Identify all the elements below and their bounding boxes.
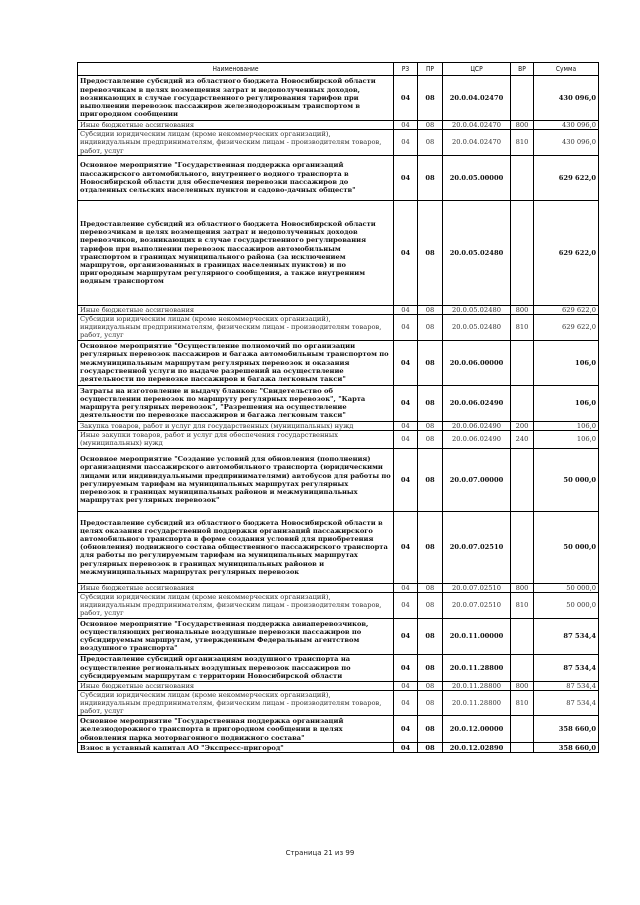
cell-vr (511, 716, 534, 743)
cell-csr: 20.0.05.00000 (443, 155, 511, 200)
cell-pr: 08 (418, 76, 443, 121)
table-row (78, 200, 599, 305)
cell-sum: 106,0 (534, 430, 599, 448)
table-row (78, 716, 599, 743)
table-row (78, 315, 599, 341)
cell-csr: 20.0.07.02510 (443, 583, 511, 592)
cell-pr: 08 (418, 430, 443, 448)
header-name: Наименование (78, 63, 394, 76)
table-row (78, 130, 599, 156)
cell-pr: 08 (418, 305, 443, 314)
cell-sum: 87 534,4 (534, 654, 599, 681)
cell-pr: 08 (418, 155, 443, 200)
cell-pr: 08 (418, 385, 443, 421)
table-row (78, 654, 599, 681)
cell-csr: 20.0.04.02470 (443, 76, 511, 121)
cell-rz: 04 (394, 121, 418, 130)
table-row (78, 121, 599, 130)
cell-sum: 50 000,0 (534, 511, 599, 583)
cell-vr (511, 200, 534, 305)
cell-pr: 08 (418, 130, 443, 156)
cell-sum: 87 534,4 (534, 681, 599, 690)
cell-vr (511, 618, 534, 654)
cell-pr: 08 (418, 654, 443, 681)
cell-name: Взнос в уставный капитал АО "Экспресс-пригород" (78, 743, 394, 753)
cell-csr: 20.0.12.00000 (443, 716, 511, 743)
cell-sum: 358 660,0 (534, 743, 599, 753)
cell-vr (511, 385, 534, 421)
cell-name: Субсидии юридическим лицам (кроме некоммерческих организаций), индивидуальным предпринимателям, физическим лицам - производителям товаров, работ, услуг (78, 130, 394, 156)
cell-rz: 04 (394, 583, 418, 592)
cell-pr: 08 (418, 121, 443, 130)
cell-csr: 20.0.04.02470 (443, 130, 511, 156)
cell-name: Предоставление субсидий из областного бюджета Новосибирской области в целях оказания государственной поддержки организаций пассажирского автомобильного транспорта в форме создания условий для приобретения (обновления) подвижного состава общественного пассажирского транспорта для работы по регулируемым тарифам на муниципальных маршрутах регулярных перевозок в границах муниципальных районов и межмуниципальных маршрутах регулярных перевозок (78, 511, 394, 583)
cell-name: Предоставление субсидий из областного бюджета Новосибирской области перевозчикам в целях возмещения затрат и недополученных доходов, возникающих в случае государственного регулирования тарифов при выполнении перевозок пассажиров железнодорожным транспортом в пригородном сообщении (78, 76, 394, 121)
cell-name: Затраты на изготовление и выдачу бланков: "Свидетельство об осуществлении перевозок по маршруту регулярных перевозок", "Карта маршрута регулярных перевозок", "Разрешения на осуществление деятельности по перевозке пассажиров и багажа легковым такси" (78, 385, 394, 421)
cell-vr: 800 (511, 681, 534, 690)
header-pr: ПР (418, 63, 443, 76)
cell-name: Иные бюджетные ассигнования (78, 583, 394, 592)
cell-sum: 430 096,0 (534, 76, 599, 121)
cell-name: Субсидии юридическим лицам (кроме некоммерческих организаций), индивидуальным предпринимателям, физическим лицам - производителям товаров, работ, услуг (78, 315, 394, 341)
cell-vr (511, 654, 534, 681)
cell-name: Основное мероприятие "Осуществление полномочий по организации регулярных перевозок пассажиров и багажа автомобильным транспортом по межмуниципальным маршрутам регулярных перевозок и оказания государственной услуги по выдаче разрешений на осуществление деятельности по перевозке пассажиров и багажа легковым такси" (78, 340, 394, 385)
cell-csr: 20.0.11.28800 (443, 654, 511, 681)
cell-sum: 87 534,4 (534, 618, 599, 654)
table-row (78, 511, 599, 583)
cell-pr: 08 (418, 716, 443, 743)
cell-sum: 106,0 (534, 340, 599, 385)
table-row (78, 155, 599, 200)
table-row (78, 618, 599, 654)
table-row (78, 305, 599, 314)
cell-rz: 04 (394, 76, 418, 121)
cell-pr: 08 (418, 448, 443, 511)
table-row (78, 340, 599, 385)
cell-name: Иные бюджетные ассигнования (78, 681, 394, 690)
cell-vr (511, 743, 534, 753)
cell-csr: 20.0.11.00000 (443, 618, 511, 654)
cell-rz: 04 (394, 448, 418, 511)
cell-rz: 04 (394, 654, 418, 681)
cell-csr: 20.0.07.02510 (443, 511, 511, 583)
cell-sum: 430 096,0 (534, 130, 599, 156)
table-row (78, 430, 599, 448)
cell-rz: 04 (394, 200, 418, 305)
cell-csr: 20.0.04.02470 (443, 121, 511, 130)
cell-name: Основное мероприятие "Государственная поддержка организаций пассажирского автомобильного, внутреннего водного транспорта в Новосибирской области для обеспечения перевозки пассажиров до отдаленных сельских населенных пунктов и садово-дачных обществ" (78, 155, 394, 200)
cell-vr (511, 511, 534, 583)
cell-pr: 08 (418, 681, 443, 690)
cell-rz: 04 (394, 305, 418, 314)
cell-name: Основное мероприятие "Создание условий для обновления (пополнения) организациями пассажирского автомобильного транспорта (юридическими лицами или индивидуальными предпринимателями) автобусов для работы по регулируемым тарифам на муниципальных маршрутах регулярных перевозок в границах муниципальных районов и межмуниципальных маршрутах регулярных перевозок" (78, 448, 394, 511)
cell-name: Иные закупки товаров, работ и услуг для обеспечения государственных (муниципальных) нужд (78, 430, 394, 448)
table-row (78, 385, 599, 421)
cell-csr: 20.0.11.28800 (443, 690, 511, 716)
cell-vr: 800 (511, 583, 534, 592)
cell-name: Субсидии юридическим лицам (кроме некоммерческих организаций), индивидуальным предпринимателям, физическим лицам - производителям товаров, работ, услуг (78, 593, 394, 619)
cell-rz: 04 (394, 315, 418, 341)
cell-vr (511, 76, 534, 121)
cell-sum: 358 660,0 (534, 716, 599, 743)
cell-vr: 810 (511, 690, 534, 716)
table-row (78, 593, 599, 619)
cell-rz: 04 (394, 385, 418, 421)
cell-sum: 106,0 (534, 385, 599, 421)
cell-csr: 20.0.07.00000 (443, 448, 511, 511)
table-row (78, 76, 599, 121)
cell-rz: 04 (394, 690, 418, 716)
cell-vr: 800 (511, 305, 534, 314)
cell-sum: 50 000,0 (534, 593, 599, 619)
cell-sum: 629 622,0 (534, 305, 599, 314)
cell-vr: 810 (511, 130, 534, 156)
cell-vr (511, 155, 534, 200)
cell-sum: 629 622,0 (534, 155, 599, 200)
table-row (78, 743, 599, 753)
cell-csr: 20.0.05.02480 (443, 200, 511, 305)
table-row (78, 448, 599, 511)
table-header-row (78, 63, 599, 76)
cell-pr: 08 (418, 200, 443, 305)
cell-rz: 04 (394, 511, 418, 583)
cell-rz: 04 (394, 618, 418, 654)
cell-name: Иные бюджетные ассигнования (78, 121, 394, 130)
cell-vr: 200 (511, 421, 534, 430)
cell-pr: 08 (418, 511, 443, 583)
cell-csr: 20.0.06.02490 (443, 385, 511, 421)
cell-rz: 04 (394, 340, 418, 385)
table-row (78, 421, 599, 430)
table-row (78, 583, 599, 592)
cell-pr: 08 (418, 583, 443, 592)
cell-sum: 87 534,4 (534, 690, 599, 716)
cell-sum: 50 000,0 (534, 583, 599, 592)
cell-name: Закупка товаров, работ и услуг для государственных (муниципальных) нужд (78, 421, 394, 430)
budget-table (77, 62, 599, 753)
cell-csr: 20.0.06.02490 (443, 430, 511, 448)
cell-rz: 04 (394, 130, 418, 156)
cell-pr: 08 (418, 690, 443, 716)
cell-rz: 04 (394, 430, 418, 448)
cell-rz: 04 (394, 421, 418, 430)
cell-vr: 810 (511, 315, 534, 341)
table-row (78, 681, 599, 690)
cell-pr: 08 (418, 593, 443, 619)
cell-sum: 430 096,0 (534, 121, 599, 130)
header-rz: РЗ (394, 63, 418, 76)
cell-vr: 810 (511, 593, 534, 619)
cell-vr (511, 340, 534, 385)
cell-rz: 04 (394, 155, 418, 200)
cell-pr: 08 (418, 340, 443, 385)
cell-pr: 08 (418, 315, 443, 341)
cell-name: Предоставление субсидий из областного бюджета Новосибирской области перевозчикам в целях возмещения затрат и недополученных доходов перевозчиков, возникающих в случае государственного регулирования тарифов при выполнении перевозок пассажиров автомобильным транспортом в границах муниципального района (за исключением маршрутов, организованных в границах населенных пунктов) и по пригородным маршрутам регулярного сообщения, а также внутренним водным транспортом (78, 200, 394, 305)
header-vr: ВР (511, 63, 534, 76)
cell-csr: 20.0.06.02490 (443, 421, 511, 430)
cell-vr: 240 (511, 430, 534, 448)
header-csr: ЦСР (443, 63, 511, 76)
cell-name: Иные бюджетные ассигнования (78, 305, 394, 314)
cell-rz: 04 (394, 593, 418, 619)
cell-csr: 20.0.11.28800 (443, 681, 511, 690)
cell-sum: 629 622,0 (534, 315, 599, 341)
cell-csr: 20.0.06.00000 (443, 340, 511, 385)
cell-vr: 800 (511, 121, 534, 130)
cell-pr: 08 (418, 421, 443, 430)
cell-csr: 20.0.05.02480 (443, 305, 511, 314)
cell-name: Предоставление субсидий организациям воздушного транспорта на осуществление региональных воздушных перевозок пассажиров по субсидируемым маршрутам с территории Новосибирской области (78, 654, 394, 681)
cell-rz: 04 (394, 743, 418, 753)
table-row (78, 690, 599, 716)
header-sum: Сумма (534, 63, 599, 76)
cell-sum: 50 000,0 (534, 448, 599, 511)
cell-name: Субсидии юридическим лицам (кроме некоммерческих организаций), индивидуальным предпринимателям, физическим лицам - производителям товаров, работ, услуг (78, 690, 394, 716)
cell-pr: 08 (418, 618, 443, 654)
cell-name: Основное мероприятие "Государственная поддержка авиаперевозчиков, осуществляющих региональные воздушные перевозки пассажиров по субсидируемым маршрутам, утвержденным Федеральным агентством воздушного транспорта" (78, 618, 394, 654)
cell-pr: 08 (418, 743, 443, 753)
page-number: Страница 21 из 99 (285, 849, 355, 857)
cell-vr (511, 448, 534, 511)
cell-name: Основное мероприятие "Государственная поддержка организаций железнодорожного транспорта в пригородном сообщении в целях обновления парка моторвагонного подвижного состава" (78, 716, 394, 743)
cell-csr: 20.0.07.02510 (443, 593, 511, 619)
cell-csr: 20.0.05.02480 (443, 315, 511, 341)
table-body (78, 76, 599, 753)
cell-sum: 629 622,0 (534, 200, 599, 305)
cell-csr: 20.0.12.02890 (443, 743, 511, 753)
cell-rz: 04 (394, 716, 418, 743)
cell-sum: 106,0 (534, 421, 599, 430)
cell-rz: 04 (394, 681, 418, 690)
